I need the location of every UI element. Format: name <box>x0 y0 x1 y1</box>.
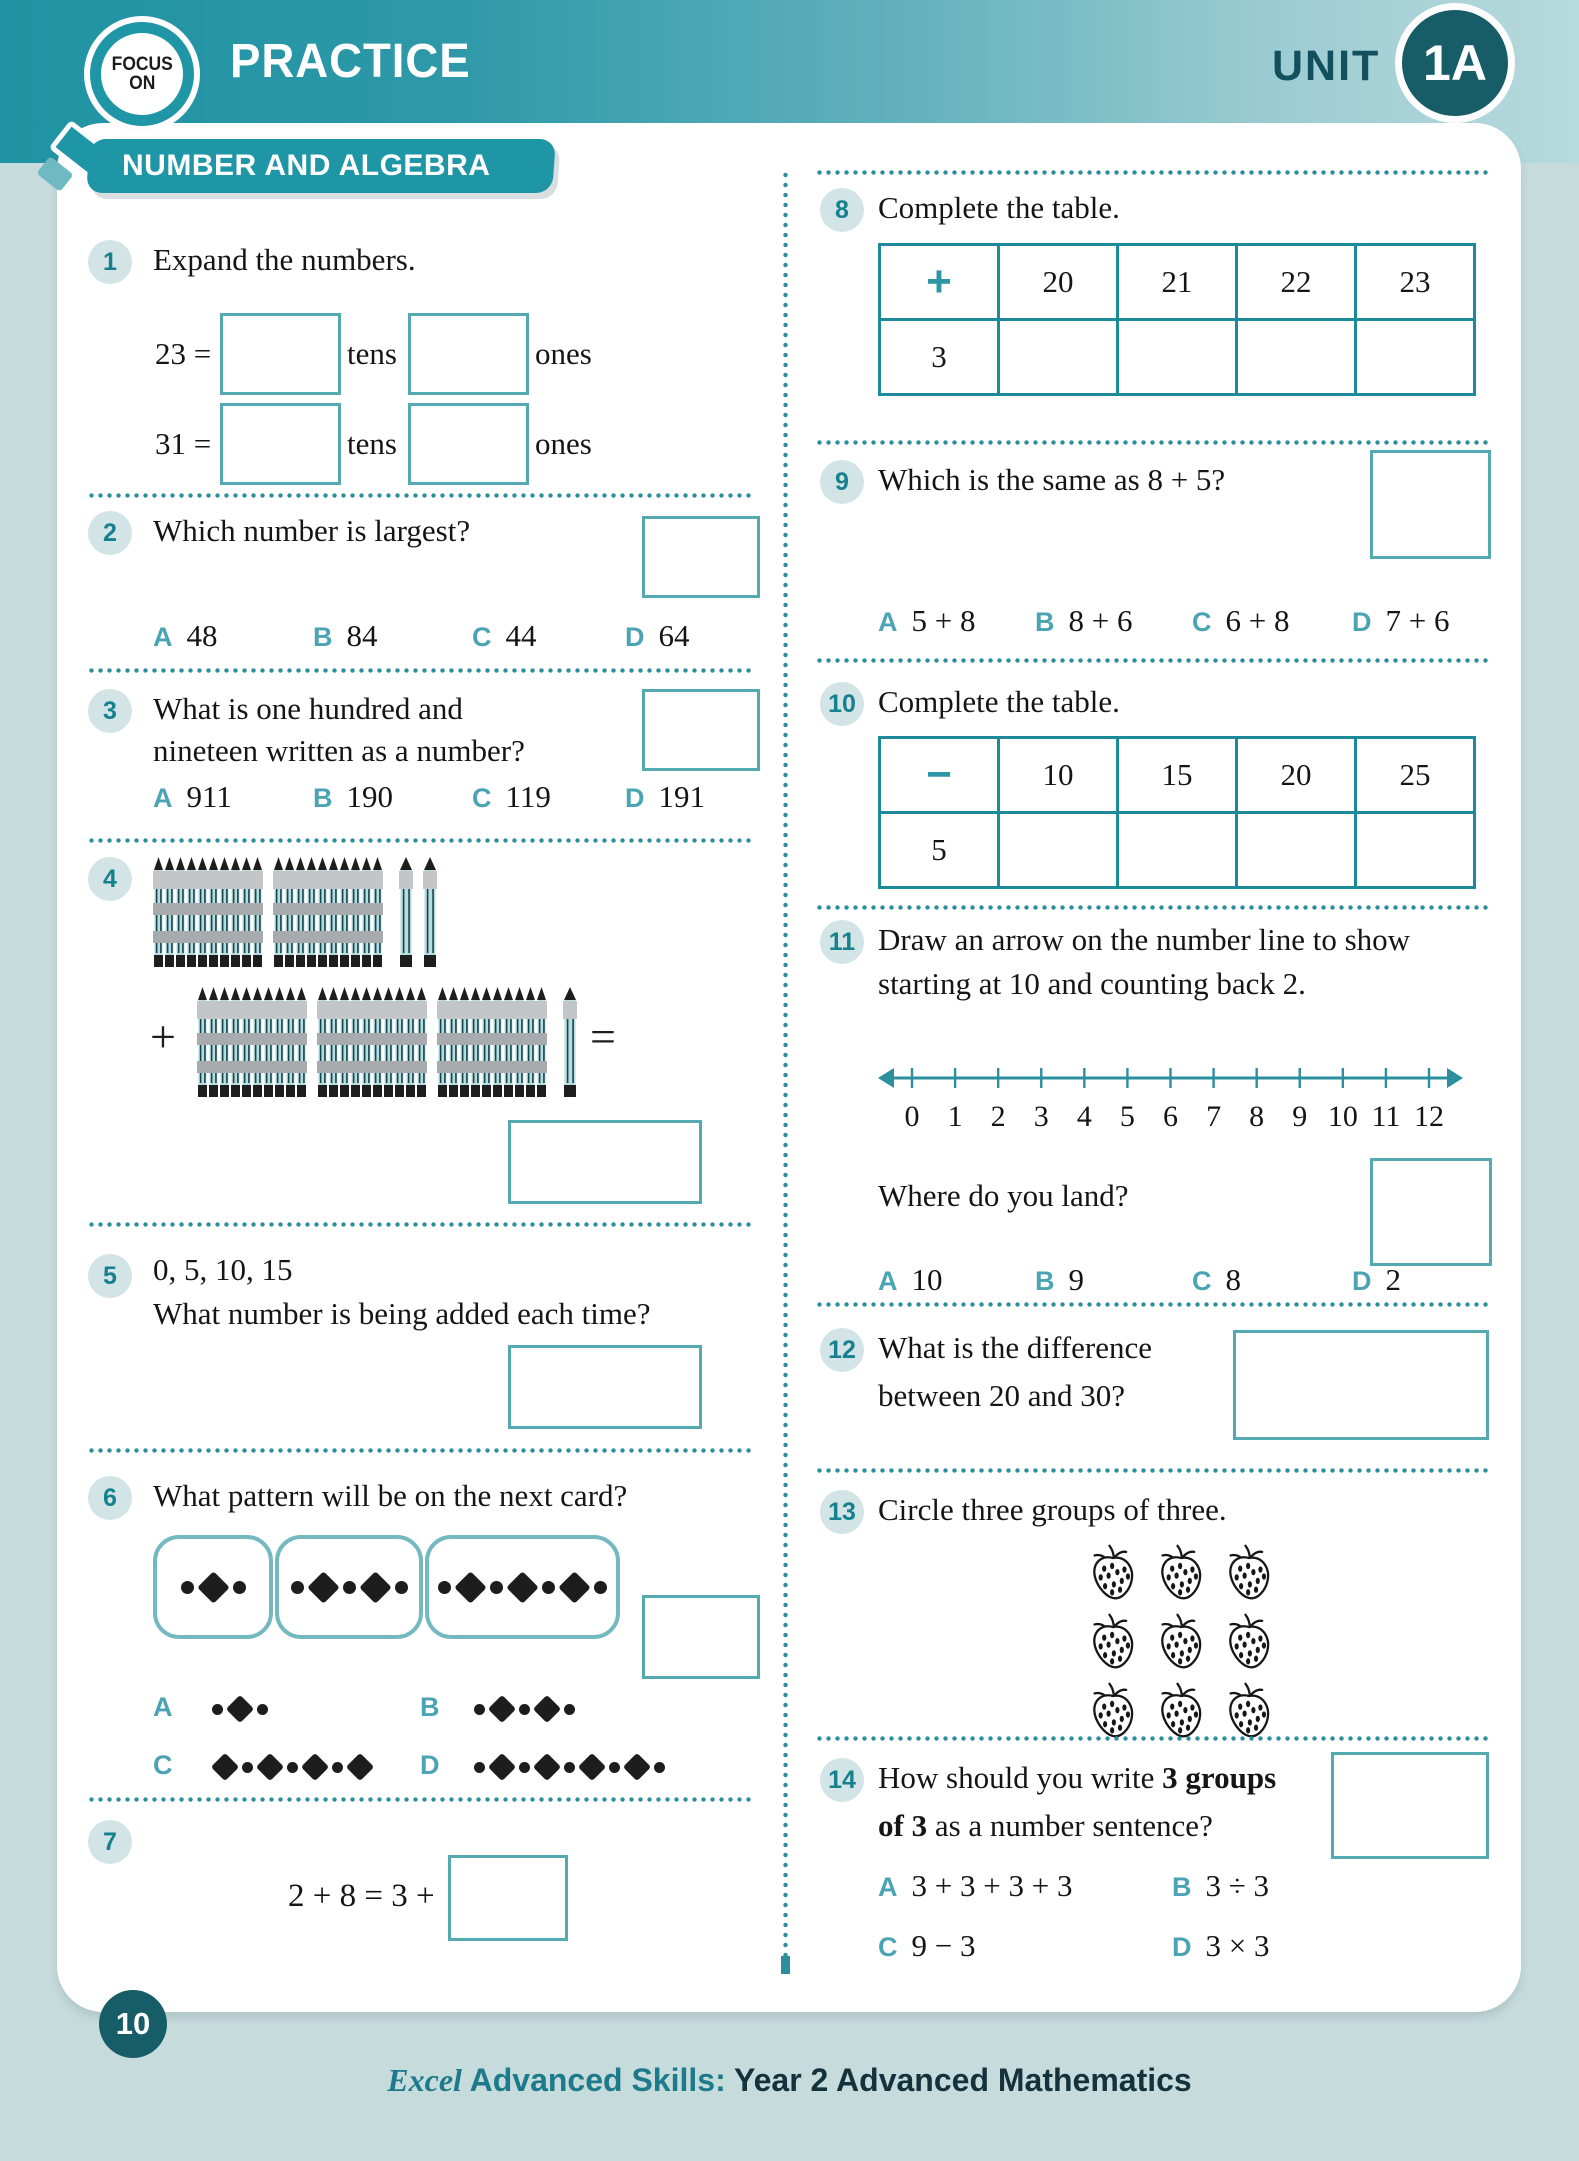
dot-shape <box>212 1704 223 1715</box>
diamond-shape <box>488 1695 516 1723</box>
page-title: PRACTICE <box>230 35 471 88</box>
q8-table <box>878 243 1476 396</box>
diamond-shape <box>307 1571 340 1604</box>
question-12-line2: between 20 and 30? <box>878 1378 1126 1413</box>
pencil-figure-row1 <box>153 855 445 968</box>
question-3-line2: nineteen written as a number? <box>153 733 525 768</box>
strawberry-icon[interactable] <box>1224 1613 1274 1676</box>
q4-plus-sign: + <box>150 1011 176 1062</box>
question-9-number: 9 <box>820 460 864 504</box>
q11-option-b[interactable]: B 9 <box>1035 1262 1084 1297</box>
unit-label: UNIT <box>1272 42 1381 90</box>
diamond-shape <box>211 1753 239 1781</box>
question-6-number: 6 <box>88 1476 132 1520</box>
question-13-text: Circle three groups of three. <box>878 1492 1227 1527</box>
diamond-shape <box>533 1695 561 1723</box>
q8-answer-cell[interactable] <box>999 320 1118 395</box>
q3-option-a[interactable]: A 911 <box>153 779 232 814</box>
q9-option-c[interactable]: C 6 + 8 <box>1192 603 1290 638</box>
strawberry-icon[interactable] <box>1088 1613 1138 1676</box>
question-11-line1: Draw an arrow on the number line to show <box>878 922 1411 957</box>
q14-option-b[interactable]: B 3 ÷ 3 <box>1172 1868 1270 1903</box>
q3-option-c[interactable]: C 119 <box>472 779 551 814</box>
q6-option-a-pattern[interactable] <box>210 1692 270 1726</box>
q8-op-cell: + <box>880 245 999 320</box>
q3-option-b[interactable]: B 190 <box>313 779 393 814</box>
dot-shape <box>287 1762 298 1773</box>
svg-text:9: 9 <box>1292 1100 1308 1133</box>
svg-text:1: 1 <box>947 1100 963 1133</box>
q6-option-a-letter[interactable]: A <box>153 1692 173 1722</box>
diamond-shape <box>488 1753 516 1781</box>
diamond-shape <box>301 1753 329 1781</box>
q6-card-1 <box>153 1535 273 1639</box>
unit-badge: 1A <box>1402 10 1508 116</box>
diamond-shape <box>346 1753 374 1781</box>
q10-header-cell: 20 <box>1237 738 1356 813</box>
q9-option-d[interactable]: D 7 + 6 <box>1352 603 1450 638</box>
q8-header-cell: 22 <box>1237 245 1356 320</box>
q1-row2-ones-label: ones <box>535 426 592 461</box>
dot-shape <box>519 1762 530 1773</box>
diamond-shape <box>506 1571 539 1604</box>
q1-row1-lhs: 23 = <box>155 336 212 371</box>
q6-option-d-pattern[interactable] <box>472 1750 667 1784</box>
page-number-badge: 10 <box>99 1990 167 2058</box>
question-12-number: 12 <box>820 1328 864 1372</box>
q2-option-a[interactable]: A 48 <box>153 618 218 653</box>
diamond-shape <box>454 1571 487 1604</box>
q1-row1-ones-label: ones <box>535 336 592 371</box>
dot-shape <box>233 1581 246 1594</box>
q2-option-c[interactable]: C 44 <box>472 618 537 653</box>
q6-answer-box[interactable] <box>642 1595 760 1679</box>
q2-option-d[interactable]: D 64 <box>625 618 690 653</box>
dot-shape <box>257 1704 268 1715</box>
q6-card-2 <box>275 1535 423 1639</box>
separator <box>815 170 1488 175</box>
question-11-number: 11 <box>820 920 864 964</box>
dot-shape <box>181 1581 194 1594</box>
footer-brand-rest: Year 2 Advanced Mathematics <box>725 2062 1192 2098</box>
q11-option-a[interactable]: A 10 <box>878 1262 943 1297</box>
svg-text:6: 6 <box>1163 1100 1178 1133</box>
separator <box>815 658 1488 663</box>
q10-row-label: 5 <box>880 813 999 888</box>
q4-answer-box[interactable] <box>508 1120 702 1204</box>
q13-strawberry-grid[interactable] <box>1088 1544 1274 1751</box>
q8-answer-cell[interactable] <box>1356 320 1475 395</box>
dot-shape <box>291 1581 304 1594</box>
svg-text:12: 12 <box>1414 1100 1444 1133</box>
strawberry-icon[interactable] <box>1156 1613 1206 1676</box>
svg-text:5: 5 <box>1119 1100 1135 1133</box>
q9-option-b[interactable]: B 8 + 6 <box>1035 603 1133 638</box>
q1-row2-lhs: 31 = <box>155 426 212 461</box>
dot-shape <box>490 1581 503 1594</box>
q11-answer-box[interactable] <box>1370 1158 1492 1266</box>
diamond-shape <box>226 1695 254 1723</box>
q14-option-d[interactable]: D 3 × 3 <box>1172 1928 1270 1963</box>
logo-text-top: FOCUS <box>111 53 173 75</box>
q10-answer-cell[interactable] <box>1118 813 1237 888</box>
separator <box>87 668 755 673</box>
q9-option-a[interactable]: A 5 + 8 <box>878 603 976 638</box>
separator <box>87 838 755 843</box>
logo-text-bottom: ON <box>128 73 156 94</box>
q2-option-b[interactable]: B 84 <box>313 618 378 653</box>
dot-shape <box>654 1762 665 1773</box>
dot-shape <box>242 1762 253 1773</box>
strawberry-icon[interactable] <box>1088 1544 1138 1607</box>
q8-header-cell: 23 <box>1356 245 1475 320</box>
footer-brand <box>0 2062 1579 2099</box>
question-5-line1: 0, 5, 10, 15 <box>153 1252 293 1287</box>
pencil-figure-row2 <box>197 985 577 1098</box>
q6-option-d-letter[interactable]: D <box>420 1750 440 1780</box>
q11-option-d[interactable]: D 2 <box>1352 1262 1401 1297</box>
diamond-shape <box>256 1753 284 1781</box>
footer-brand-italic: Excel <box>387 2062 462 2098</box>
q9-answer-box[interactable] <box>1370 450 1491 559</box>
separator <box>87 1222 755 1227</box>
diamond-shape <box>359 1571 392 1604</box>
q6-option-b-letter[interactable]: B <box>420 1692 440 1722</box>
question-1-text: Expand the numbers. <box>153 242 416 277</box>
dot-shape <box>519 1704 530 1715</box>
q14-option-a[interactable]: A 3 + 3 + 3 + 3 <box>878 1868 1073 1903</box>
question-4-number: 4 <box>88 857 132 901</box>
q1-row2-tens-label: tens <box>347 426 397 461</box>
separator <box>815 440 1488 445</box>
q6-option-b-pattern[interactable] <box>472 1692 577 1726</box>
q5-answer-box[interactable] <box>508 1345 702 1429</box>
dot-shape <box>594 1581 607 1594</box>
question-14-number: 14 <box>820 1758 864 1802</box>
svg-text:2: 2 <box>990 1100 1006 1133</box>
question-1-number: 1 <box>88 240 132 284</box>
separator <box>87 1448 755 1453</box>
q10-answer-cell[interactable] <box>1237 813 1356 888</box>
diamond-shape <box>533 1753 561 1781</box>
focus-on-magnifier-icon <box>90 22 194 126</box>
svg-text:7: 7 <box>1206 1100 1222 1133</box>
question-8-number: 8 <box>820 188 864 232</box>
svg-text:11: 11 <box>1371 1100 1401 1133</box>
q3-answer-box[interactable] <box>642 689 760 771</box>
q1-row1-tens-box[interactable] <box>220 313 341 395</box>
q10-answer-cell[interactable] <box>1356 813 1475 888</box>
strawberry-icon[interactable] <box>1156 1544 1206 1607</box>
q10-header-cell: 10 <box>999 738 1118 813</box>
separator <box>87 1797 755 1802</box>
dot-shape <box>542 1581 555 1594</box>
q11-number-line[interactable] <box>878 1056 1463 1138</box>
question-2-number: 2 <box>88 511 132 555</box>
column-divider-cap <box>781 1956 790 1974</box>
q8-answer-cell[interactable] <box>1118 320 1237 395</box>
q10-header-cell: 25 <box>1356 738 1475 813</box>
separator <box>815 1736 1488 1741</box>
q8-header-cell: 20 <box>999 245 1118 320</box>
svg-text:4: 4 <box>1076 1100 1092 1133</box>
q7-answer-box[interactable] <box>448 1855 568 1941</box>
separator <box>87 493 755 498</box>
question-8-text: Complete the table. <box>878 190 1120 225</box>
svg-text:10: 10 <box>1327 1100 1358 1133</box>
dot-shape <box>474 1704 485 1715</box>
q14-option-c[interactable]: C 9 − 3 <box>878 1928 976 1963</box>
q1-row1-ones-box[interactable] <box>408 313 529 395</box>
question-14-line2: of 3 as a number sentence? <box>878 1808 1213 1843</box>
q10-table <box>878 736 1476 889</box>
footer-brand-bold: Advanced Skills: <box>461 2062 726 2098</box>
q8-header-cell: 21 <box>1118 245 1237 320</box>
question-7-number: 7 <box>88 1820 132 1864</box>
q10-answer-cell[interactable] <box>999 813 1118 888</box>
question-10-text: Complete the table. <box>878 684 1120 719</box>
q11-option-c[interactable]: C 8 <box>1192 1262 1241 1297</box>
separator <box>815 1302 1488 1307</box>
q10-op-cell: − <box>880 738 999 813</box>
question-5-line2: What number is being added each time? <box>153 1296 651 1331</box>
q3-option-d[interactable]: D 191 <box>625 779 705 814</box>
diamond-shape <box>578 1753 606 1781</box>
question-10-number: 10 <box>820 682 864 726</box>
question-5-number: 5 <box>88 1254 132 1298</box>
dot-shape <box>474 1762 485 1773</box>
dot-shape <box>564 1704 575 1715</box>
q8-answer-cell[interactable] <box>1237 320 1356 395</box>
dot-shape <box>395 1581 408 1594</box>
separator <box>815 1468 1488 1473</box>
q7-equation: 2 + 8 = 3 + <box>288 1878 435 1914</box>
section-banner: NUMBER AND ALGEBRA <box>86 139 556 193</box>
question-12-line1: What is the difference <box>878 1330 1152 1365</box>
svg-text:8: 8 <box>1249 1100 1265 1133</box>
q4-equals-sign: = <box>590 1011 616 1062</box>
diamond-shape <box>623 1753 651 1781</box>
q6-card-3 <box>425 1535 620 1639</box>
dot-shape <box>332 1762 343 1773</box>
svg-text:3: 3 <box>1033 1100 1049 1133</box>
question-14-line1: How should you write 3 groups <box>878 1760 1277 1795</box>
q11-where-text: Where do you land? <box>878 1178 1129 1213</box>
q1-row1-tens-label: tens <box>347 336 397 371</box>
diamond-shape <box>197 1571 230 1604</box>
q6-option-c-letter[interactable]: C <box>153 1750 173 1780</box>
question-9-text: Which is the same as 8 + 5? <box>878 462 1226 497</box>
separator <box>815 905 1488 910</box>
dot-shape <box>564 1762 575 1773</box>
dot-shape <box>609 1762 620 1773</box>
question-13-number: 13 <box>820 1490 864 1534</box>
q1-row2-tens-box[interactable] <box>220 403 341 485</box>
q8-row-label: 3 <box>880 320 999 395</box>
question-6-text: What pattern will be on the next card? <box>153 1478 628 1513</box>
q2-answer-box[interactable] <box>642 516 760 598</box>
strawberry-icon[interactable] <box>1224 1544 1274 1607</box>
q14-answer-box[interactable] <box>1331 1752 1489 1859</box>
question-2-text: Which number is largest? <box>153 513 471 548</box>
q12-answer-box[interactable] <box>1233 1330 1489 1440</box>
q1-row2-ones-box[interactable] <box>408 403 529 485</box>
dot-shape <box>343 1581 356 1594</box>
q6-option-c-pattern[interactable] <box>210 1750 375 1784</box>
dot-shape <box>438 1581 451 1594</box>
diamond-shape <box>558 1571 591 1604</box>
q10-header-cell: 15 <box>1118 738 1237 813</box>
question-3-line1: What is one hundred and <box>153 691 463 726</box>
column-divider <box>783 170 788 1956</box>
svg-text:0: 0 <box>904 1100 920 1133</box>
question-11-line2: starting at 10 and counting back 2. <box>878 966 1306 1001</box>
question-3-number: 3 <box>88 689 132 733</box>
